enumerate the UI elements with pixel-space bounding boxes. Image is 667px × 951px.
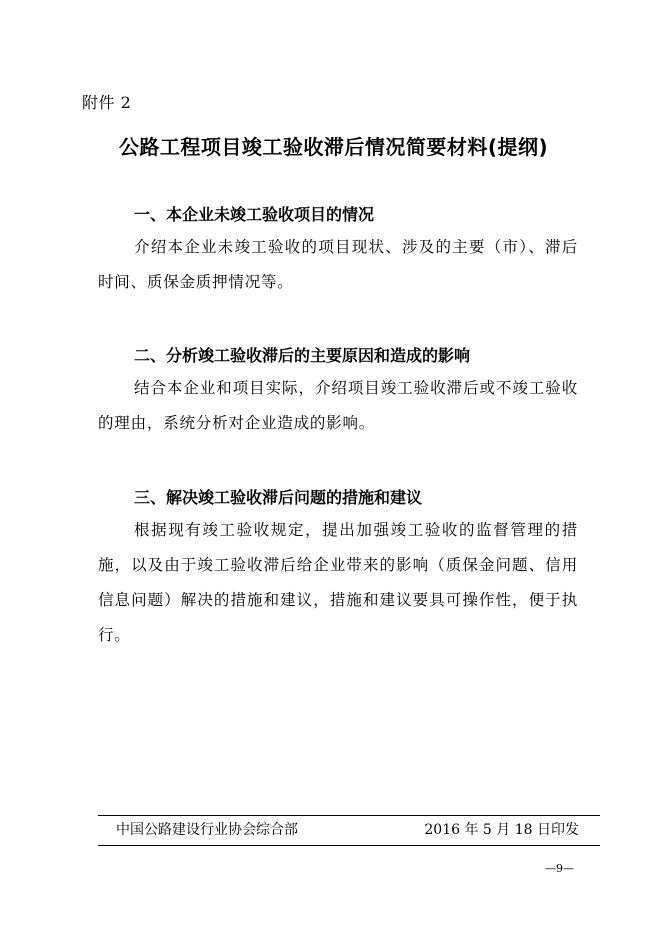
section-paragraph: 根据现有竣工验收规定，提出加强竣工验收的监督管理的措施，以及由于竣工验收滞后给企业带来的影响（质保金问题、信用信息问题）解决的措施和建议，措施和建议要具可操作性，便于执行。 [98, 521, 578, 644]
footer-top-rule [98, 815, 600, 816]
section-heading: 三、解决竣工验收滞后问题的措施和建议 [134, 488, 423, 507]
footer-issuer: 中国公路建设行业协会综合部 [116, 822, 298, 838]
section-heading: 一、本企业未竣工验收项目的情况 [134, 205, 375, 224]
attachment-label: 附件 2 [82, 93, 132, 112]
section-paragraph: 结合本企业和项目实际，介绍项目竣工验收滞后或不竣工验收的理由，系统分析对企业造成的影响。 [98, 379, 578, 432]
section-3 [98, 483, 578, 653]
section-heading: 二、分析竣工验收滞后的主要原因和造成的影响 [134, 346, 471, 365]
footer-date: 2016 年 5 月 18 日印发 [424, 822, 579, 838]
document-title: 公路工程项目竣工验收滞后情况简要材料(提纲) [118, 135, 549, 159]
page-number: —9— [545, 862, 574, 875]
footer-bottom-rule [98, 845, 600, 846]
section-2 [98, 341, 578, 441]
section-1 [98, 200, 578, 300]
section-paragraph: 介绍本企业未竣工验收的项目现状、涉及的主要（市）、滞后时间、质保金质押情况等。 [98, 238, 578, 291]
